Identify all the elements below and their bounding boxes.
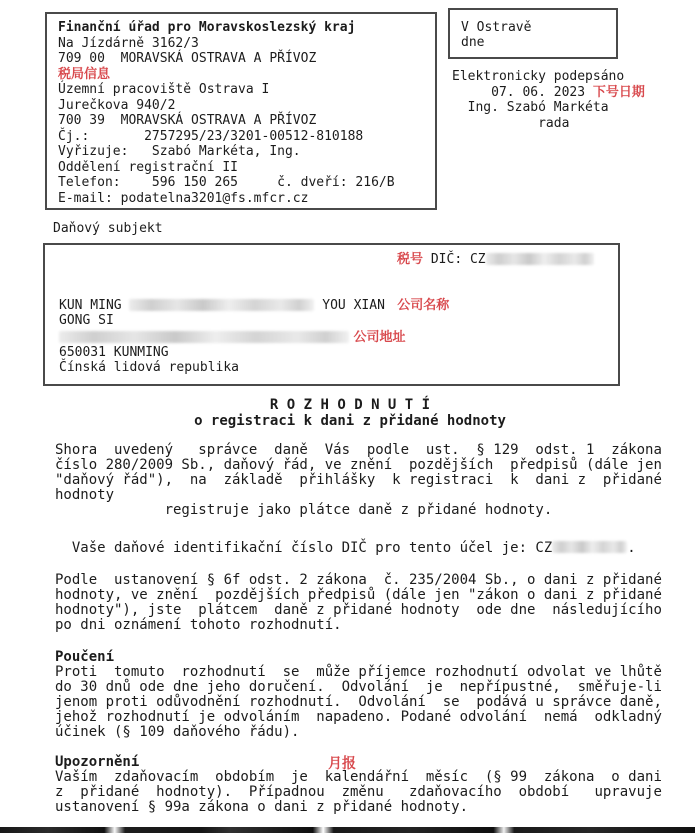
- company-name-prefix: KUN MING: [59, 298, 130, 313]
- dic-annotation-cn: 税号: [397, 252, 424, 267]
- monthly-report-annotation-cn: 月报: [328, 756, 356, 772]
- text-line: účinek (§ 109 daňového řádu).: [55, 724, 300, 740]
- dic-sentence-suffix: .: [627, 540, 636, 556]
- text-line: 700 39 MORAVSKÁ OSTRAVA A PŘÍVOZ: [58, 113, 317, 128]
- text-line: Finanční úřad pro Moravskoslezský kraj: [58, 20, 356, 35]
- text-line: hodnoty"), jste plátcem daně z přidané hodnoty ode dne následujícího: [55, 602, 662, 618]
- date-label-line: dne: [461, 35, 485, 50]
- text-line: Jurečkova 940/2: [58, 97, 176, 113]
- signature-date-line: [452, 85, 645, 101]
- company-name-suffix: YOU XIAN: [314, 298, 393, 313]
- paragraph-pouceni: [55, 665, 662, 740]
- text-line: jenom proti odůvodnění rozhodnutí. Odvolání se podává u správce daně,: [55, 694, 662, 710]
- cutoff-next-line-band: [0, 827, 695, 833]
- signer-name: Ing. Szabó Markéta: [452, 100, 609, 115]
- text-line: 709 00 MORAVSKÁ OSTRAVA A PŘÍVOZ: [58, 51, 317, 66]
- paragraph-law: [55, 573, 662, 633]
- text-line: Vaším zdaňovacím obdobím je kalendářní měsíc (§ 99 zákona o dani: [55, 769, 662, 785]
- dic-label: DIČ: CZ: [423, 252, 486, 267]
- text-line: Čj.: 2757295/23/3201-00512-810188: [58, 128, 364, 144]
- signature-block: [452, 69, 645, 131]
- date-annotation-cn: 下号日期: [592, 84, 645, 100]
- paragraph-dic-sentence: [55, 541, 636, 556]
- text-line: Shora uvedený správce daně Vás podle ust. § 129 odst. 1 zákona: [55, 442, 662, 458]
- company-name-annotation-cn: 公司名称: [392, 298, 450, 313]
- subject-address-row: [59, 330, 406, 345]
- signature-date: 07. 06. 2023: [452, 84, 593, 100]
- text-line: hodnoty: [55, 487, 115, 503]
- redacted-company-address: [59, 331, 349, 343]
- place-line: V Ostravě: [461, 20, 532, 35]
- text-line: ustanovení § 99a zákona o dani z přidané hodnoty.: [55, 799, 469, 815]
- subject-name-row2: GONG SI: [59, 313, 114, 328]
- text-line: po dni oznámení tohoto rozhodnutí.: [55, 617, 342, 633]
- tax-subject-box: [43, 243, 620, 386]
- redacted-dic-body: [552, 541, 627, 553]
- paragraph-upozorneni: [55, 770, 662, 815]
- text-line: Proti tomuto rozhodnutí se může příjemce rozhodnutí odvolat ve lhůtě: [55, 664, 662, 680]
- dic-sentence-prefix: Vaše daňové identifikační číslo DIČ pro tento účel je: CZ: [55, 540, 553, 556]
- text-line: Územní pracoviště Ostrava I: [58, 82, 270, 97]
- subject-city-row: 650031 KUNMING: [59, 345, 169, 360]
- subject-section-label: Daňový subjekt: [53, 221, 163, 236]
- text-line: Telefon: 596 150 265 č. dveří: 216/B: [58, 175, 395, 190]
- redacted-company-name: [129, 299, 314, 311]
- text-line: Oddělení registrační II: [58, 159, 239, 175]
- text-line: registruje jako plátce daně z přidané hodnoty.: [55, 502, 553, 518]
- text-line: do 30 dnů ode dne jeho doručení. Odvolání je nepřípustné, směřuje-li: [55, 679, 662, 695]
- subject-dic-row: [397, 252, 594, 267]
- signer-title: rada: [452, 115, 570, 131]
- subject-name-row: [59, 298, 449, 313]
- upozorneni-heading: Upozornění: [55, 754, 140, 770]
- text-line: Podle ustanovení § 6f odst. 2 zákona č. 235/2004 Sb., o dani z přidané: [55, 572, 662, 588]
- pouceni-heading: Poučení: [55, 649, 115, 665]
- decision-subtitle: o registraci k dani z přidané hodnoty: [194, 413, 506, 429]
- subject-country-row: Čínská lidová republika: [59, 360, 240, 375]
- text-line: "daňový řád"), na základě přihlášky k registraci k dani z přidané: [55, 472, 662, 488]
- text-line: E-mail: podatelna3201@fs.mfcr.cz: [58, 190, 309, 206]
- text-line: Vyřizuje: Szabó Markéta, Ing.: [58, 144, 301, 159]
- text-line: z přidané hodnoty). Případnou změnu zdaňovacího období upravuje: [55, 784, 662, 800]
- text-line: číslo 280/2009 Sb., daňový řád, ve znění pozdějších předpisů (dále jen: [55, 457, 662, 473]
- text-line: 税局信息: [58, 66, 111, 82]
- redacted-dic-value: [486, 253, 594, 265]
- text-line: jehož rozhodnutí je odvoláním napadeno. Podané odvolání nemá odkladný: [55, 709, 662, 725]
- decision-title: R O Z H O D N U T Í: [269, 397, 431, 413]
- signed-electronically-text: Elektronicky podepsáno: [452, 69, 625, 84]
- text-line: hodnoty, ve znění pozdějších předpisů (dále jen "zákon o dani z přidané: [55, 587, 662, 603]
- text-line: Na Jízdárně 3162/3: [58, 35, 199, 51]
- place-date-box: [448, 8, 618, 59]
- paragraph-registration: [55, 443, 662, 518]
- tax-office-box: [45, 12, 437, 210]
- company-address-annotation-cn: 公司地址: [349, 330, 406, 345]
